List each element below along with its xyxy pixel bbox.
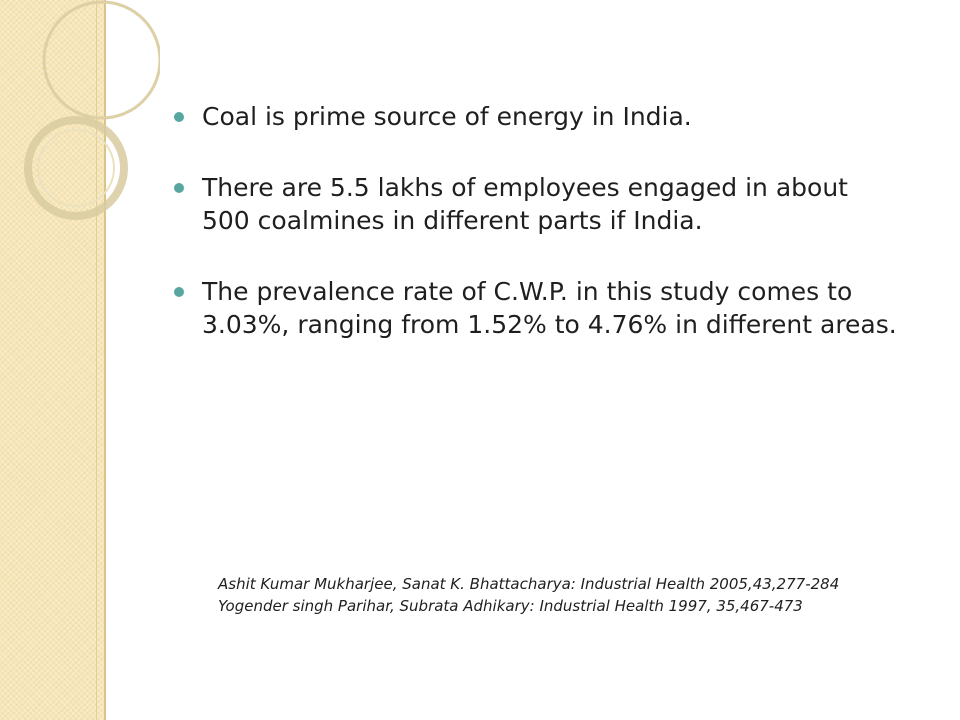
bullet-text: There are 5.5 lakhs of employees engaged in about 500 coalmines in different parts if India. [202,173,848,235]
reference-line: Ashit Kumar Mukharjee, Sanat K. Bhattacharya: Industrial Health 2005,43,277-284 [218,575,840,593]
references [218,573,918,617]
bullet-list [160,100,900,341]
decorative-circle-ring [28,120,124,216]
decorative-circle-large [44,2,160,118]
bullet-text: Coal is prime source of energy in India. [202,102,692,131]
decorative-circles [0,0,160,240]
bullet-icon [174,183,184,193]
slide-content [160,100,900,379]
reference-line: Yogender singh Parihar, Subrata Adhikary: Industrial Health 1997, 35,467-473 [218,597,803,615]
bullet-item [160,171,900,237]
decorative-circle-inner [38,130,114,206]
bullet-item [160,100,900,133]
bullet-icon [174,112,184,122]
bullet-text: The prevalence rate of C.W.P. in this study comes to 3.03%, ranging from 1.52% to 4.76% in different areas. [202,277,897,339]
bullet-item [160,275,900,341]
bullet-icon [174,287,184,297]
